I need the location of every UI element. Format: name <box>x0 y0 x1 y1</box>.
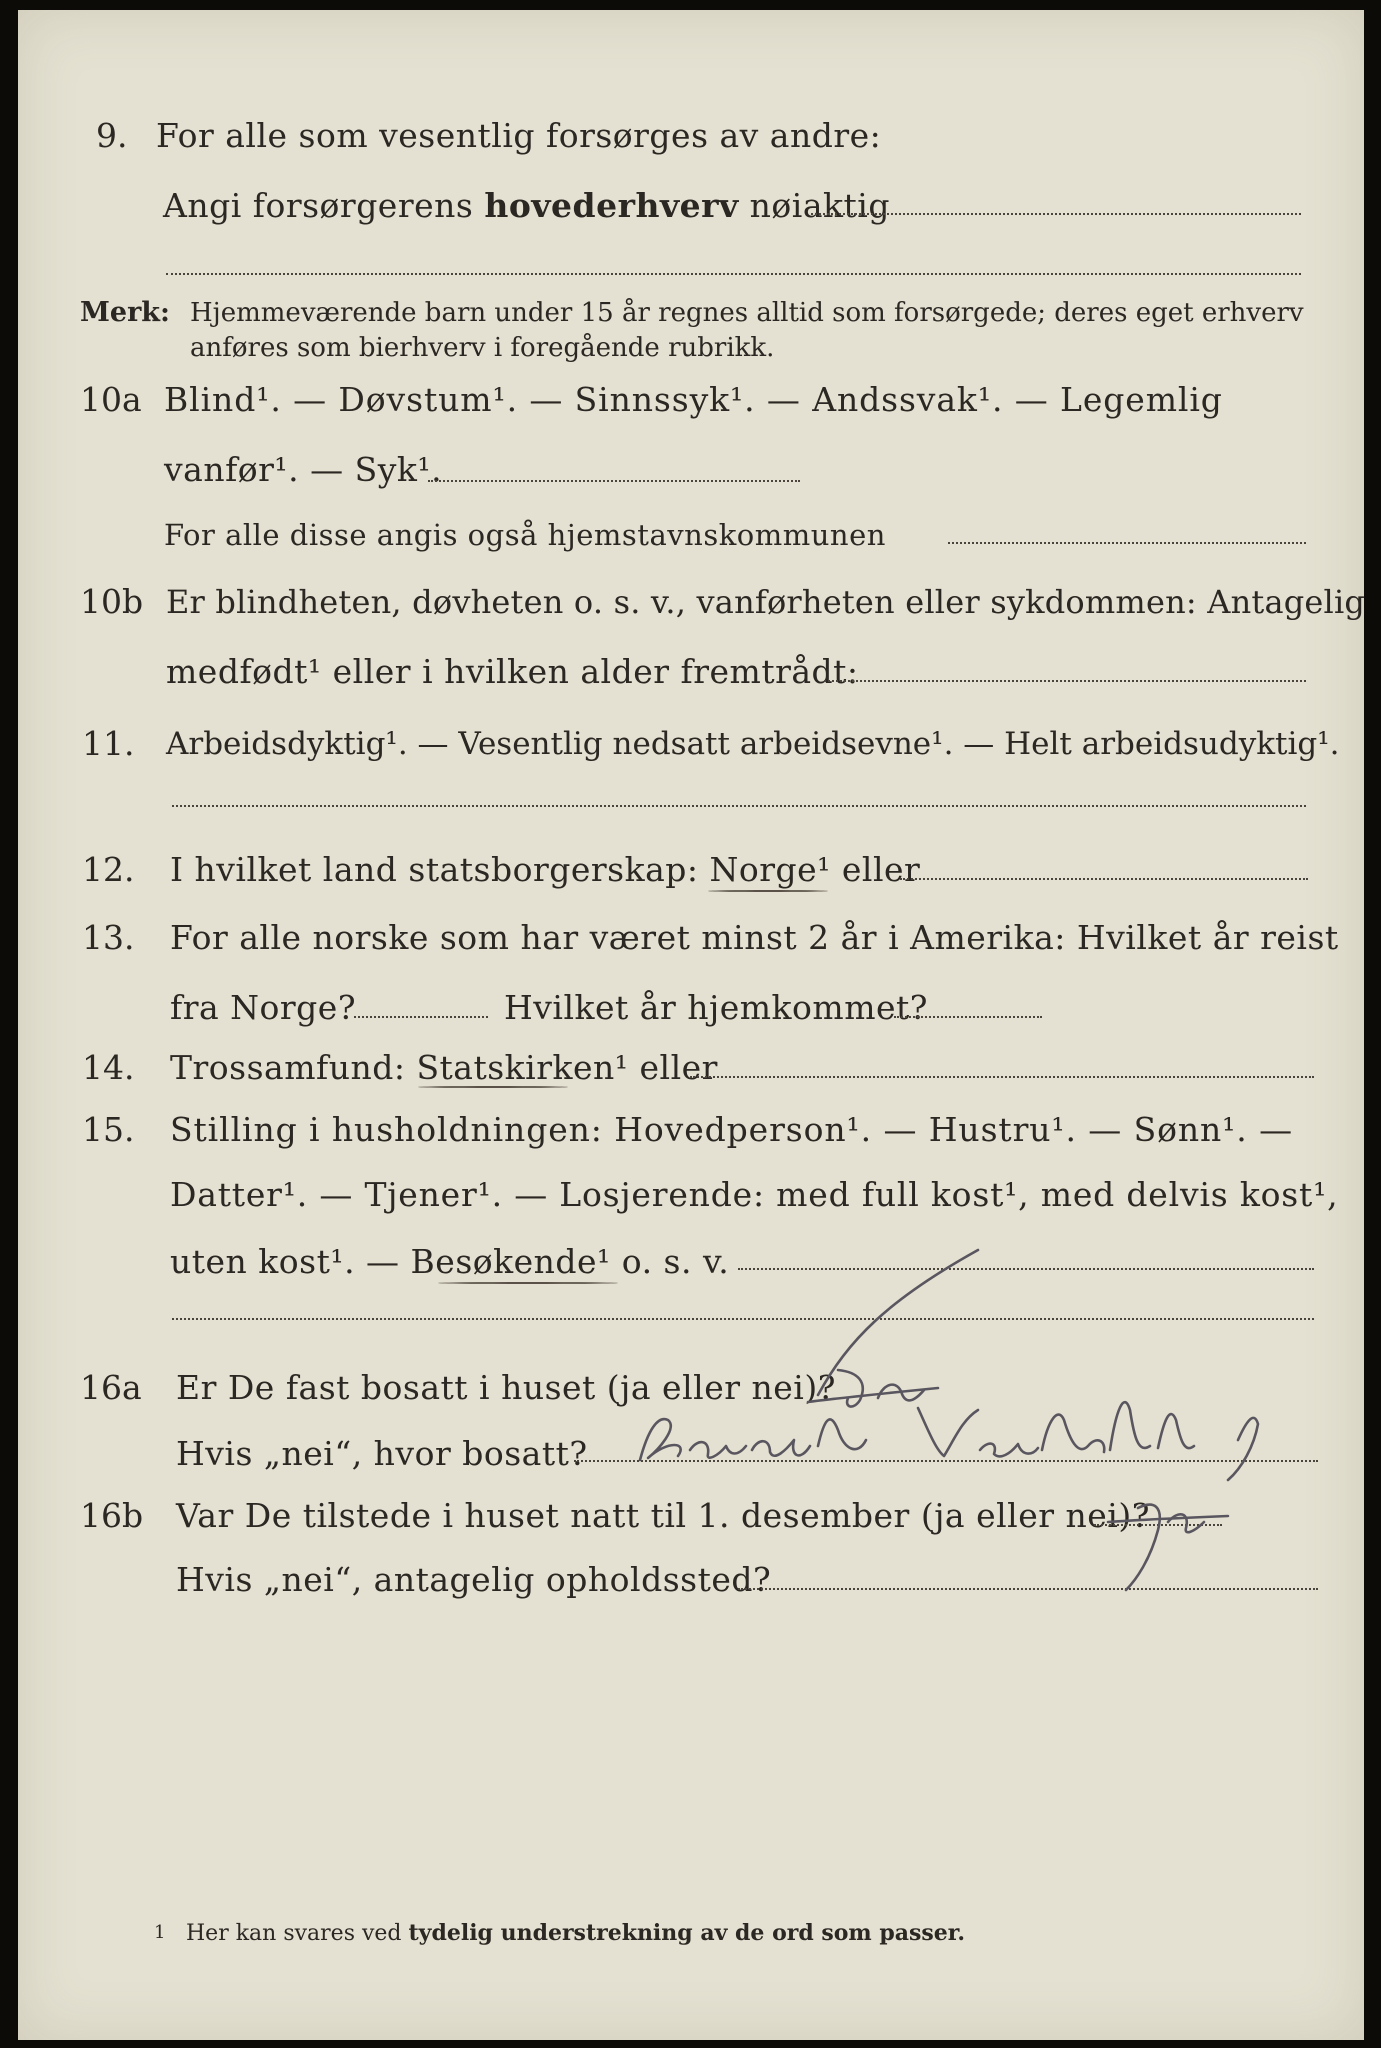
q16a-number: 16a <box>80 1368 142 1407</box>
q15-answer-line[interactable] <box>738 1268 1314 1270</box>
q12-number: 12. <box>82 850 135 889</box>
q12-line1: I hvilket land statsborgerskap: Norge¹ eller <box>170 850 921 889</box>
q16b-line1: Var De tilstede i huset natt til 1. desember (ja eller nei)? <box>176 1496 1150 1535</box>
census-form-page <box>18 10 1364 2040</box>
q16b-line2: Hvis „nei“, antagelig opholdssted? <box>176 1560 772 1599</box>
q10b-line2: medfødt¹ eller i hvilken alder fremtrådt: <box>166 652 859 691</box>
q10b-number: 10b <box>80 582 144 621</box>
q10a-line3: For alle disse angis også hjemstavnskommunen <box>164 518 886 552</box>
q10a-line2: vanfør¹. — Syk¹. <box>164 450 443 489</box>
q11-number: 11. <box>82 724 135 763</box>
merk-line2: anføres som bierhverv i foregående rubrikk. <box>190 333 775 363</box>
q9-line2-suffix: nøiaktig <box>738 186 890 225</box>
q14-statskirken-underline <box>418 1086 568 1088</box>
q16b-answer-line[interactable] <box>1094 1524 1222 1526</box>
q16a-answer-line[interactable] <box>574 1460 1318 1462</box>
q16b-opholdssted-answer-line[interactable] <box>738 1588 1318 1590</box>
footnote-text-bold: tydelig understrekning av de ord som passer. <box>408 1920 966 1946</box>
q16a-line2: Hvis „nei“, hvor bosatt? <box>176 1434 588 1473</box>
q12-norge-underline <box>708 890 828 892</box>
merk-line1: Hjemmeværende barn under 15 år regnes alltid som forsørgede; deres eget erhverv <box>190 298 1304 328</box>
merk-label: Merk: <box>80 297 170 328</box>
q10a-syk-answer-line[interactable] <box>428 480 800 482</box>
q10a-kommune-answer-line[interactable] <box>948 542 1306 544</box>
q16b-number: 16b <box>80 1496 144 1535</box>
q9-answer-line[interactable] <box>811 213 1301 215</box>
footnote-text <box>186 1918 965 1949</box>
q13-line2a: fra Norge? <box>170 988 357 1027</box>
q10a-line1: Blind¹. — Døvstum¹. — Sinnssyk¹. — Andssvak¹. — Legemlig <box>164 380 1223 419</box>
q9-line1: For alle som vesentlig forsørges av andre: <box>156 116 882 155</box>
q15-besokende-underline <box>438 1282 618 1284</box>
q15-line2: Datter¹. — Tjener¹. — Losjerende: med full kost¹, med delvis kost¹, <box>170 1175 1339 1214</box>
q9-answer-line-2[interactable] <box>166 273 1301 275</box>
footnote-text-prefix: Her kan svares ved <box>186 1921 409 1946</box>
q10a-number: 10a <box>80 380 142 419</box>
q14-line1: Trossamfund: Statskirken¹ eller <box>170 1048 718 1087</box>
q9-line2-bold: hovederhverv <box>484 186 739 225</box>
q9-line2 <box>163 186 890 226</box>
q10b-answer-line[interactable] <box>824 680 1306 682</box>
q10b-line1: Er blindheten, døvheten o. s. v., vanførheten eller sykdommen: Antagelig <box>166 583 1366 621</box>
q11-answer-line[interactable] <box>172 805 1306 807</box>
q11-line1: Arbeidsdyktig¹. — Vesentlig nedsatt arbeidsevne¹. — Helt arbeidsudyktig¹. <box>166 726 1340 762</box>
q13-line1: For alle norske som har været minst 2 år i Amerika: Hvilket år reist <box>170 918 1339 957</box>
q16a-line1: Er De fast bosatt i huset (ja eller nei)? <box>176 1368 836 1407</box>
q13-number: 13. <box>82 918 135 957</box>
q14-number: 14. <box>82 1048 135 1087</box>
footnote-marker: 1 <box>154 1922 166 1943</box>
q15-number: 15. <box>82 1110 135 1149</box>
q9-number: 9. <box>96 116 128 155</box>
q13-hjemkommet-answer-line[interactable] <box>894 1016 1042 1018</box>
q14-answer-line[interactable] <box>690 1076 1314 1078</box>
q15-line1: Stilling i husholdningen: Hovedperson¹. — Hustru¹. — Sønn¹. — <box>170 1110 1293 1149</box>
q13-reist-answer-line[interactable] <box>354 1016 488 1018</box>
q13-line2b: Hvilket år hjemkommet? <box>504 988 928 1027</box>
q9-line2-prefix: Angi forsørgerens <box>163 186 485 225</box>
q15-answer-line-2[interactable] <box>172 1318 1314 1320</box>
q15-line3: uten kost¹. — Besøkende¹ o. s. v. <box>170 1242 730 1281</box>
q12-answer-line[interactable] <box>900 878 1308 880</box>
